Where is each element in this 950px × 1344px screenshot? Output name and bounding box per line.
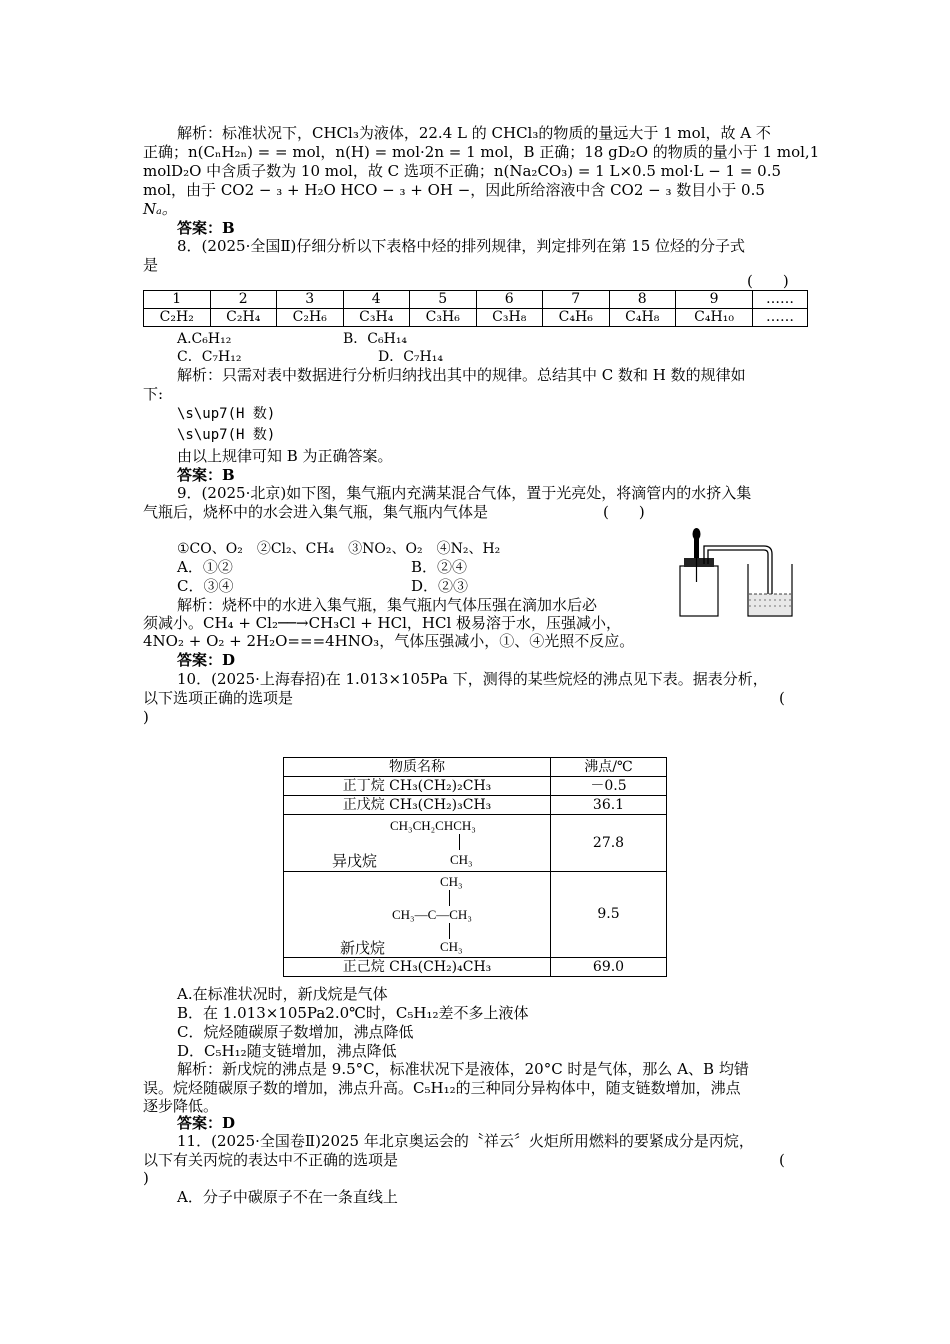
- neopentane-cell: [284, 872, 551, 958]
- q11-bracket-open: (: [779, 1151, 785, 1169]
- q8-option-a: A.C₆H₁₂: [177, 331, 232, 347]
- q9-option-b: B．②④: [411, 558, 468, 576]
- q10-analysis-line-2: 误。烷烃随碳原子数的增加，沸点升高。C₅H₁₂的三种同分异构体中，随支链数增加，沸点: [143, 1079, 741, 1097]
- table-row: [284, 815, 667, 872]
- table-cell: 9.5: [551, 872, 667, 958]
- neopentane-label: 新戊烷: [340, 939, 386, 957]
- table-cell: 9: [676, 291, 753, 309]
- table-cell: ……: [753, 291, 808, 309]
- table-cell: C₂H₄: [210, 309, 277, 327]
- q11-option-a: A．分子中碳原子不在一条直线上: [177, 1188, 398, 1206]
- table-cell: C₄H₆: [543, 309, 610, 327]
- q10-answer: 答案：D: [177, 1114, 236, 1132]
- isopentane-structure-top: CH₃CH₂CHCH₃: [390, 818, 476, 833]
- table-cell: C₂H₂: [144, 309, 211, 327]
- bond-line: [449, 923, 450, 939]
- bond-line: [449, 890, 450, 906]
- isopentane-label: 异戊烷: [332, 852, 378, 870]
- q7-analysis-line-2: 正确；n(CₙH₂ₙ) = = mol，n(H) = mol·2n = 1 mol，B 正确；18 gD₂O 的物质的量小于 1 mol,1: [143, 143, 820, 161]
- q7-analysis-line-1: 解析：标准状况下，CHCl₃为液体，22.4 L 的 CHCl₃的物质的量远大于 1 mol，故 A 不: [177, 124, 771, 142]
- water-level: [749, 594, 791, 615]
- table-cell: 36.1: [551, 796, 667, 815]
- q8-analysis-line-2: 下:: [143, 385, 164, 403]
- q9-option-a: A．①②: [177, 558, 233, 576]
- alkane-boiling-point-table: [283, 757, 667, 977]
- q10-option-c: C．烷烃随碳原子数增加，沸点降低: [177, 1023, 414, 1041]
- q10-stem-line-2: 以下选项正确的选项是: [143, 689, 294, 707]
- table-cell: 正戊烷 CH₃(CH₂)₃CH₃: [284, 796, 551, 815]
- table-row: [144, 291, 808, 309]
- table-cell: －0.5: [551, 777, 667, 796]
- neopentane-structure-bottom: CH₃: [440, 939, 463, 954]
- table-cell: C₃H₄: [343, 309, 410, 327]
- q11-stem-line-2: 以下有关丙烷的表达中不正确的选项是: [143, 1151, 399, 1169]
- table-cell: 4: [343, 291, 410, 309]
- table-header-row: [284, 758, 667, 777]
- q11-bracket-close: ): [143, 1169, 149, 1187]
- q7-analysis-line-5: Nₐ。: [143, 200, 177, 218]
- table-row: [284, 872, 667, 958]
- table-cell: C₂H₆: [277, 309, 344, 327]
- table-cell: 1: [144, 291, 211, 309]
- q9-analysis-line-2: 须减小。CH₄ + Cl₂──→CH₃Cl + HCl，HCl 极易溶于水，压强减小，: [143, 614, 622, 632]
- q11-stem-line-1: 11．(2025·全国卷Ⅱ)2025 年北京奥运会的〝祥云〞火炬所用燃料的要紧成分是丙烷，: [177, 1132, 754, 1150]
- q7-analysis-line-3: molD₂O 中含质子数为 10 mol，故 C 选项不正确；n(Na₂CO₃) = 1 L×0.5 mol·L − 1 = 0.5: [143, 162, 782, 180]
- q10-option-b: B．在 1.013×105Pa2.0℃时，C₅H₁₂差不多上液体: [177, 1004, 529, 1022]
- column-header-name: 物质名称: [284, 758, 551, 777]
- q8-stem-line-2: 是: [143, 256, 159, 274]
- table-cell: 3: [277, 291, 344, 309]
- isopentane-structure-bottom: CH₃: [450, 852, 473, 867]
- q8-answer-bracket: ( ): [747, 272, 789, 290]
- gas-bottle-icon: [680, 566, 718, 616]
- q10-bracket-close: ): [143, 708, 149, 726]
- q8-option-c: C．C₇H₁₂: [177, 349, 242, 365]
- q8-code-line-1: \s\up7(H 数): [177, 406, 276, 422]
- q10-analysis-line-1: 解析：新戊烷的沸点是 9.5°C，标准状况下是液体，20°C 时是气体，那么 A、B 均错: [177, 1060, 749, 1078]
- q10-bracket-open: (: [779, 689, 785, 707]
- table-cell: 正丁烷 CH₃(CH₂)₂CH₃: [284, 777, 551, 796]
- q10-option-d: D．C₅H₁₂随支链增加，沸点降低: [177, 1042, 397, 1060]
- q9-gas-options: ①CO、O₂ ②Cl₂、CH₄ ③NO₂、O₂ ④N₂、H₂: [177, 541, 501, 557]
- table-cell: 正己烷 CH₃(CH₂)₄CH₃: [284, 958, 551, 977]
- table-cell: 69.0: [551, 958, 667, 977]
- table-cell: 27.8: [551, 815, 667, 872]
- table-cell: C₃H₈: [476, 309, 543, 327]
- q9-analysis-line-3: 4NO₂ + O₂ + 2H₂O===4HNO₃，气体压强减小，①、④光照不反应。: [143, 632, 635, 650]
- table-row: [284, 958, 667, 977]
- table-cell: C₄H₈: [609, 309, 676, 327]
- q10-analysis-line-3: 逐步降低。: [143, 1097, 219, 1115]
- q9-option-c: C．③④: [177, 577, 234, 595]
- q7-analysis-line-4: mol，由于 CO2 − ₃ + H₂O HCO − ₃ + OH −，因此所给溶液中含 CO2 − ₃ 数目小于 0.5: [143, 181, 765, 199]
- bond-line: [459, 834, 460, 850]
- q9-analysis-line-1: 解析：烧杯中的水进入集气瓶，集气瓶内气体压强在滴加水后必: [177, 596, 598, 614]
- q8-stem-line-1: 8．(2025·全国Ⅱ)仔细分析以下表格中烃的排列规律，判定排列在第 15 位烃的分子式: [177, 237, 746, 255]
- neopentane-structure-top: CH₃: [440, 874, 463, 889]
- hydrocarbon-sequence-table: [143, 290, 808, 327]
- table-cell: 6: [476, 291, 543, 309]
- q9-stem-line-1: 9．(2025·北京)如下图，集气瓶内充满某混合气体，置于光亮处，将滴管内的水挤入集: [177, 484, 752, 502]
- q9-option-d: D．②③: [411, 577, 469, 595]
- q10-stem-line-1: 10．(2025·上海春招)在 1.013×105Pa 下，测得的某些烷烃的沸点见下表。据表分析，: [177, 670, 768, 688]
- q8-option-b: B．C₆H₁₄: [343, 331, 408, 347]
- column-header-boiling-point: 沸点/℃: [551, 758, 667, 777]
- table-row: [284, 796, 667, 815]
- q9-answer-bracket: ( ): [603, 503, 645, 521]
- q10-option-a: A.在标准状况时，新戊烷是气体: [177, 985, 388, 1003]
- q9-stem-line-2: 气瓶后，烧杯中的水会进入集气瓶，集气瓶内气体是: [143, 503, 489, 521]
- neopentane-structure-middle: CH₃—C—CH₃: [392, 907, 472, 922]
- q7-answer: 答案：B: [177, 219, 235, 237]
- gas-bottle-apparatus-illustration: [672, 524, 822, 619]
- table-cell: 2: [210, 291, 277, 309]
- table-cell: C₃H₆: [410, 309, 477, 327]
- q9-answer: 答案：D: [177, 651, 236, 669]
- q8-answer: 答案：B: [177, 466, 235, 484]
- q8-conclusion: 由以上规律可知 B 为正确答案。: [177, 447, 393, 465]
- table-row: [284, 777, 667, 796]
- q8-option-d: D．C₇H₁₄: [378, 349, 443, 365]
- isopentane-cell: [284, 815, 551, 872]
- bottle-stopper: [684, 558, 714, 567]
- table-cell: C₄H₁₀: [676, 309, 753, 327]
- table-row: [144, 309, 808, 327]
- table-cell: 8: [609, 291, 676, 309]
- table-cell: 5: [410, 291, 477, 309]
- table-cell: 7: [543, 291, 610, 309]
- dropper-icon: [694, 538, 699, 558]
- q8-analysis-line-1: 解析：只需对表中数据进行分析归纳找出其中的规律。总结其中 C 数和 H 数的规律如: [177, 366, 746, 384]
- table-cell: ……: [753, 309, 808, 327]
- q8-code-line-2: \s\up7(H 数): [177, 427, 276, 443]
